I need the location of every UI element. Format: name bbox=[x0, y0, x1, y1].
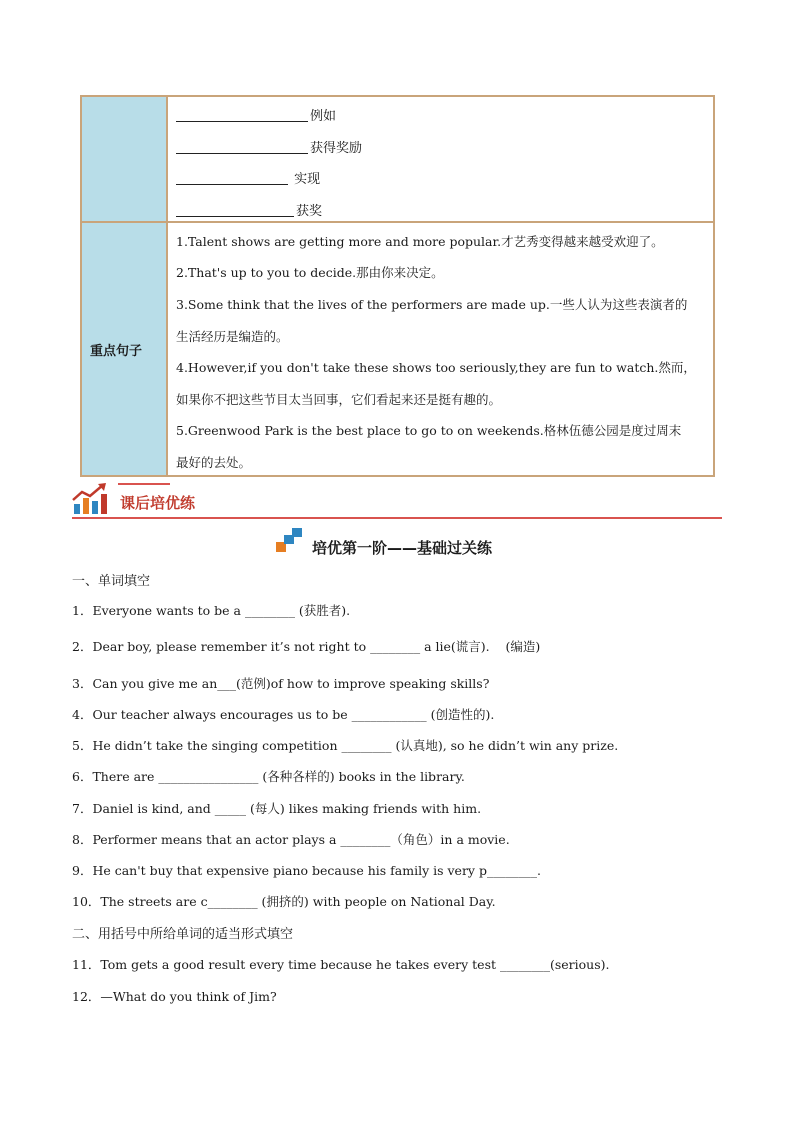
question-item: 6．There are ________________ (各种各样的) books in the library. bbox=[72, 769, 465, 784]
answer-blank[interactable] bbox=[176, 170, 288, 185]
question-item: 7．Daniel is kind, and _____ (每人) likes making friends with him. bbox=[72, 801, 482, 816]
vocab-line bbox=[176, 131, 705, 163]
vocab-content-cell bbox=[168, 97, 713, 221]
question-item: 9．He can't buy that expensive piano because his family is very p________. bbox=[72, 863, 541, 878]
question-item: 4．Our teacher always encourages us to be ____________ (创造性的). bbox=[72, 707, 495, 722]
sentence-line: 4.However,if you don't take these shows too seriously,they are fun to watch.然而， bbox=[176, 360, 696, 376]
part-heading: 一、单词填空 bbox=[72, 574, 151, 589]
sentences-label-cell: 重点句子 bbox=[82, 223, 168, 475]
sentence-line: 5.Greenwood Park is the best place to go to on weekends.格林伍德公园是度过周末 bbox=[176, 423, 682, 439]
vocab-line bbox=[176, 99, 705, 131]
vocab-line bbox=[176, 162, 705, 194]
vocab-meaning: 获奖 bbox=[296, 203, 323, 219]
section-title: 课后培优练 bbox=[120, 494, 196, 512]
question-item: 2．Dear boy, please remember it’s not right to ________ a lie(谎言). (编造) bbox=[72, 639, 541, 654]
vocab-row bbox=[82, 97, 713, 223]
sentence-line: 生活经历是编造的。 bbox=[176, 328, 289, 344]
sentence-line: 1.Talent shows are getting more and more popular.才艺秀变得越来越受欢迎了。 bbox=[176, 233, 664, 249]
question-item: 8．Performer means that an actor plays a ________（角色）in a movie. bbox=[72, 832, 510, 847]
growth-chart-icon bbox=[72, 482, 108, 516]
key-points-table bbox=[80, 95, 715, 477]
part-heading: 二、用括号中所给单词的适当形式填空 bbox=[72, 927, 294, 942]
question-item: 12．—What do you think of Jim? bbox=[72, 989, 277, 1004]
vocab-meaning: 获得奖励 bbox=[310, 140, 363, 156]
sentences-content-cell bbox=[168, 223, 713, 475]
vocab-meaning: 例如 bbox=[310, 109, 337, 125]
vocab-label-cell bbox=[82, 97, 168, 221]
sentence-line: 如果你不把这些节目太当回事，它们看起来还是挺有趣的。 bbox=[176, 391, 502, 407]
section-header bbox=[72, 482, 722, 520]
section-divider bbox=[72, 517, 722, 519]
sentence-line: 2.That's up to you to decide.那由你来决定。 bbox=[176, 265, 444, 281]
subsection-title: 培优第一阶——基础过关练 bbox=[312, 539, 493, 557]
answer-blank[interactable] bbox=[176, 202, 294, 217]
question-item: 11．Tom gets a good result every time because he takes every test ________(serious). bbox=[72, 957, 610, 972]
vocab-line bbox=[176, 194, 705, 226]
question-item: 10．The streets are c________ (拥挤的) with people on National Day. bbox=[72, 894, 496, 909]
sentence-line: 3.Some think that the lives of the performers are made up.一些人认为这些表演者的 bbox=[176, 296, 688, 312]
question-item: 1．Everyone wants to be a ________ (获胜者). bbox=[72, 603, 351, 618]
vocab-meaning: 实现 bbox=[290, 172, 321, 188]
answer-blank[interactable] bbox=[176, 107, 308, 122]
section-accent-line bbox=[118, 483, 170, 485]
sentence-line: 最好的去处。 bbox=[176, 454, 252, 470]
question-item: 5．He didn’t take the singing competition ________ (认真地), so he didn’t win any prize. bbox=[72, 738, 619, 753]
sentences-row bbox=[82, 223, 713, 475]
stairs-icon bbox=[276, 528, 306, 552]
question-item: 3．Can you give me an___(范例)of how to improve speaking skills? bbox=[72, 676, 490, 691]
answer-blank[interactable] bbox=[176, 139, 308, 154]
